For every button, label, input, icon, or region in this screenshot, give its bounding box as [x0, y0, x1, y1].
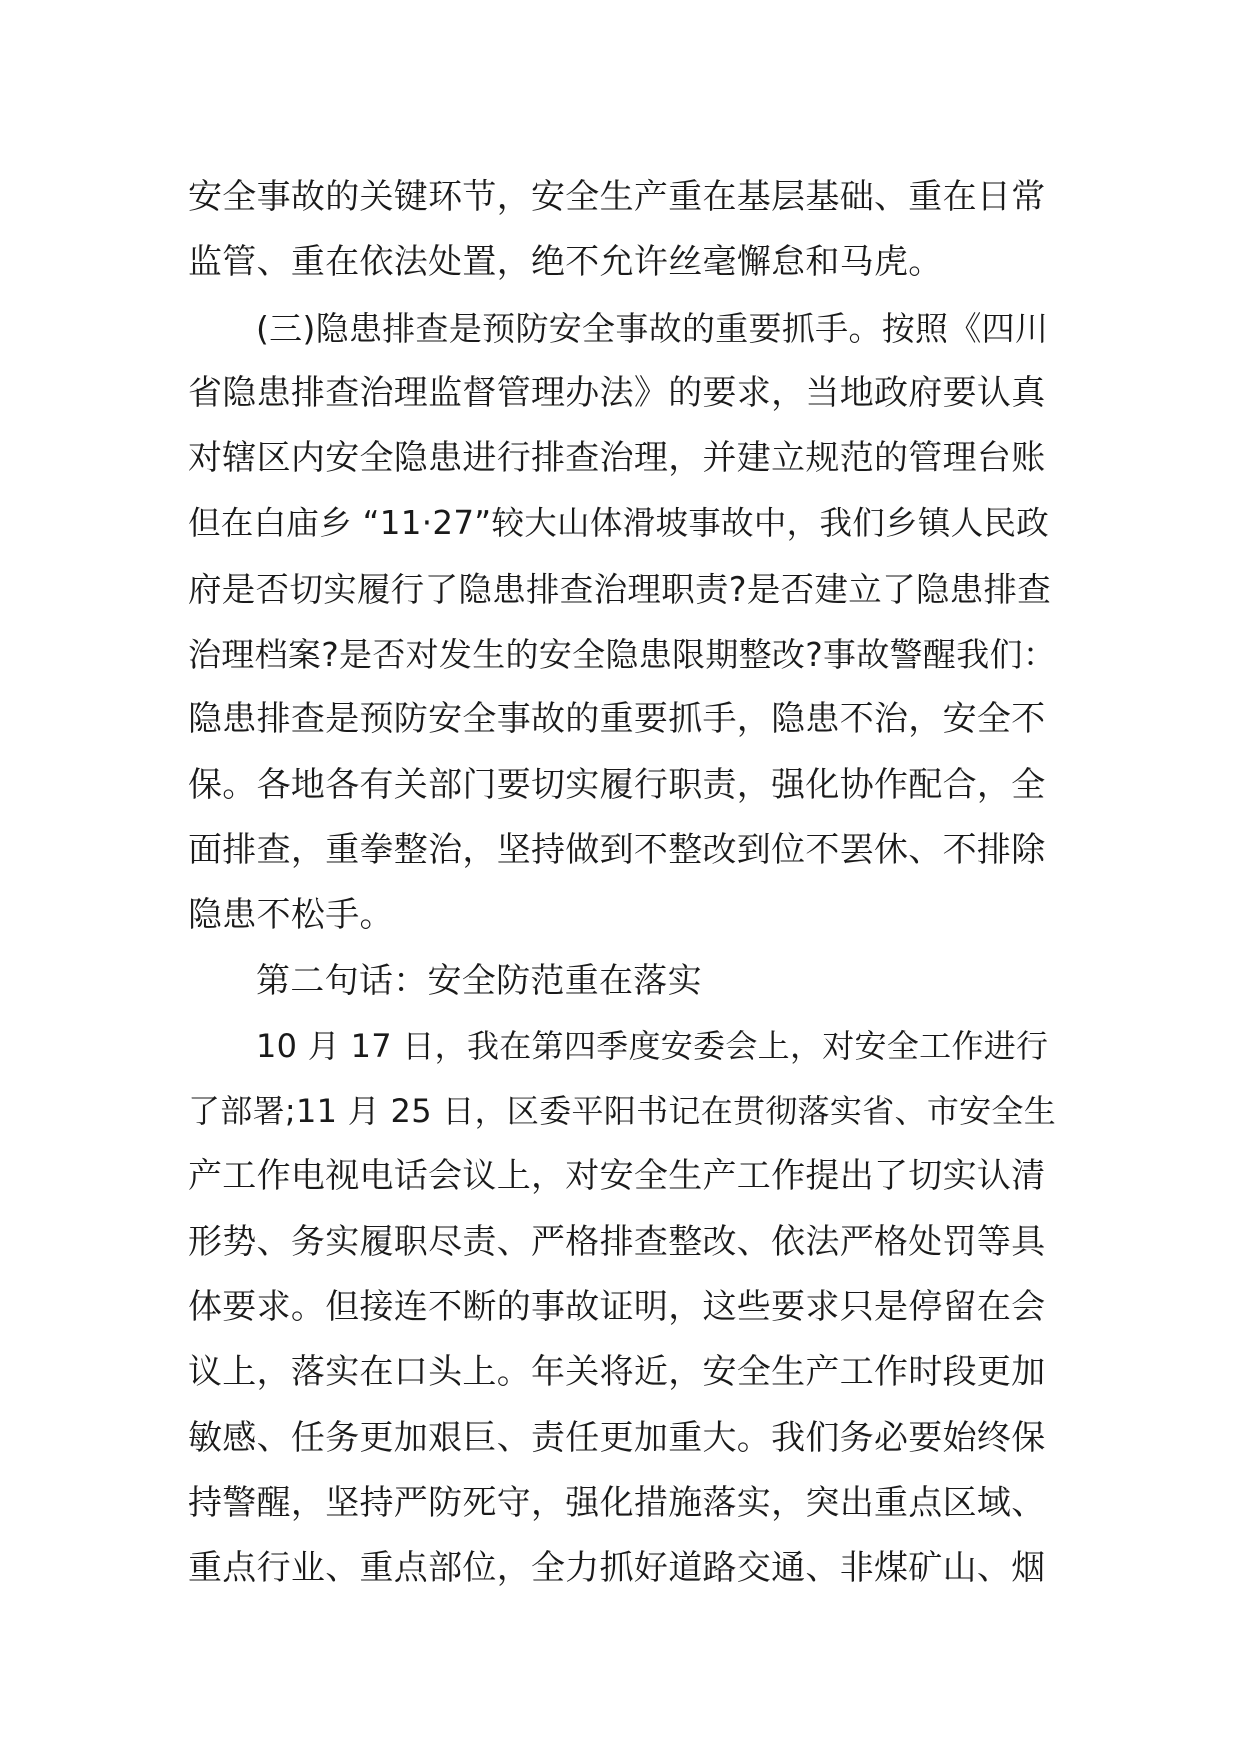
text-line: 产工作电视电话会议上，对安全生产工作提出了切实认清: [188, 1156, 1046, 1197]
paragraph-start-line: (三)隐患排查是预防安全事故的重要抓手。按照《四川: [256, 308, 1049, 348]
text-line: 省隐患排查治理监督管理办法》的要求，当地政府要认真: [188, 372, 1046, 413]
section-heading: 第二句话：安全防范重在落实: [256, 960, 702, 1001]
text-line: 隐患不松手。: [188, 895, 394, 936]
text-line: 体要求。但接连不断的事故证明，这些要求只是停留在会: [188, 1287, 1046, 1328]
text-line: 监管、重在依法处置，绝不允许丝毫懈怠和马虎。: [188, 242, 943, 283]
text-line: 敏感、任务更加艰巨、责任更加重大。我们务必要始终保: [188, 1417, 1046, 1458]
text-line: 议上，落实在口头上。年关将近，安全生产工作时段更加: [188, 1352, 1046, 1393]
paragraph-start-line: 10 月 17 日，我在第四季度安委会上，对安全工作进行: [256, 1026, 1049, 1065]
text-line: 保。各地各有关部门要切实履行职责，强化协作配合，全: [188, 764, 1046, 805]
text-line: 隐患排查是预防安全事故的重要抓手，隐患不治，安全不: [188, 699, 1046, 740]
text-line: 面排查，重拳整治，坚持做到不整改到位不罢休、不排除: [188, 829, 1046, 870]
text-line: 对辖区内安全隐患进行排查治理，并建立规范的管理台账: [188, 438, 1046, 479]
text-line: 持警醒，坚持严防死守，强化措施落实，突出重点区域、: [188, 1482, 1046, 1523]
text-line: 了部署;11 月 25 日，区委平阳书记在贯彻落实省、市安全生: [188, 1092, 1057, 1131]
text-line: 但在白庙乡 “11·27”较大山体滑坡事故中，我们乡镇人民政: [188, 504, 1050, 543]
text-line: 府是否切实履行了隐患排查治理职责?是否建立了隐患排查: [188, 569, 1052, 609]
text-line: 重点行业、重点部位，全力抓好道路交通、非煤矿山、烟: [188, 1548, 1046, 1589]
text-line: 形势、务实履职尽责、严格排查整改、依法严格处罚等具: [188, 1221, 1046, 1262]
document-body: [188, 165, 1058, 1602]
text-line: 安全事故的关键环节，安全生产重在基层基础、重在日常: [188, 177, 1046, 217]
text-line: 治理档案?是否对发生的安全隐患限期整改?事故警醒我们：: [188, 635, 1057, 675]
